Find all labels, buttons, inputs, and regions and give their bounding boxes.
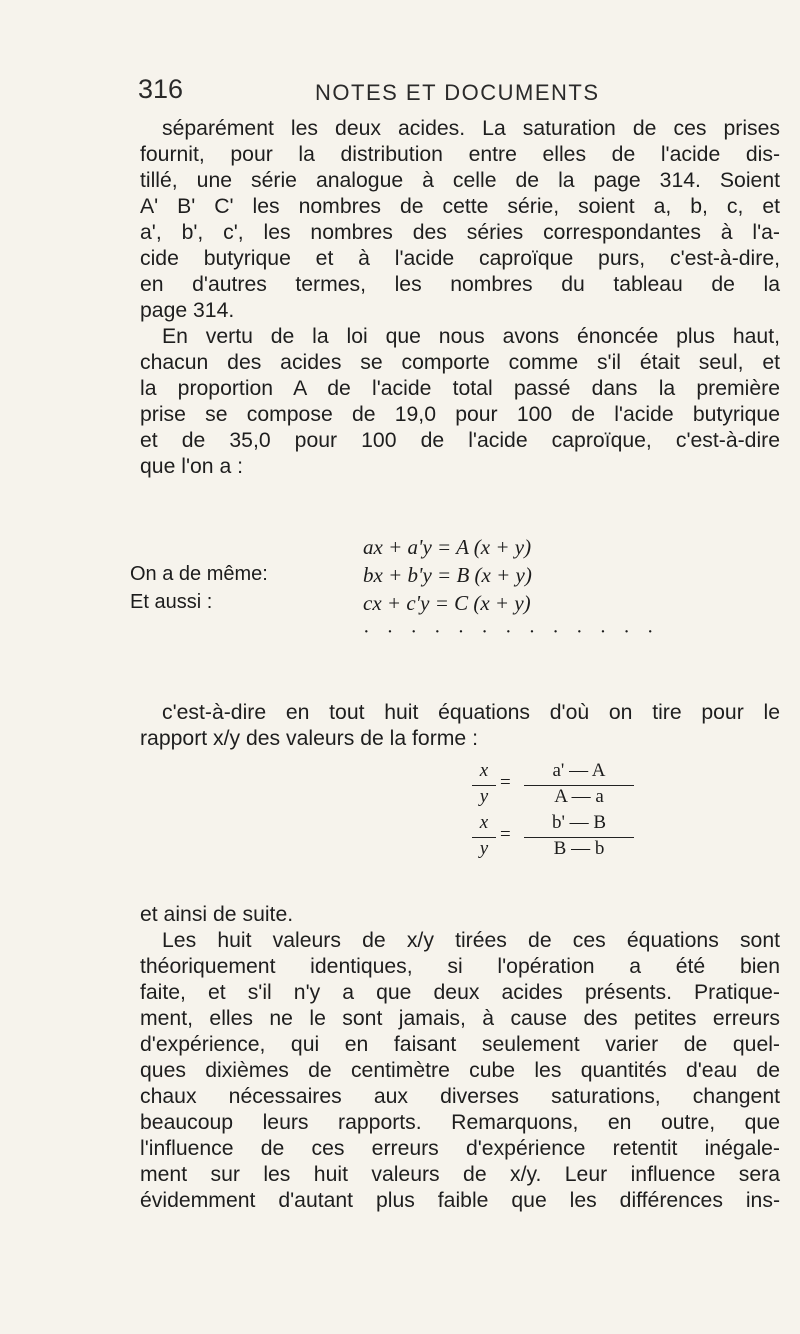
equals-sign: = [500, 772, 511, 793]
equation-label: Et aussi : [130, 591, 213, 613]
paragraph-5 [140, 928, 780, 1214]
fraction-numerator: x [479, 760, 489, 781]
text-line: cide butyrique et à l'acide caproïque purs, c'est-à-dire, [140, 247, 780, 270]
text-line: ques dixièmes de centimètre cube les quantités d'eau de [140, 1059, 780, 1082]
text-line: théoriquement identiques, si l'opération a été bien [140, 955, 780, 978]
paragraph-4 [140, 902, 780, 928]
paragraph-3 [140, 700, 780, 752]
equation-formula: cx + c'y = C (x + y) [363, 591, 531, 615]
equals-sign: = [500, 824, 511, 845]
text-line: l'influence de ces erreurs d'expérience retentit inégale- [140, 1137, 780, 1160]
fraction-denominator: B — b [553, 838, 605, 859]
equation-formula: ax + a'y = A (x + y) [363, 535, 532, 559]
fraction-numerator: a' — A [552, 760, 606, 781]
equation-row [130, 563, 790, 589]
text-line: d'expérience, qui en faisant seulement varier de quel- [140, 1033, 780, 1056]
text-line: En vertu de la loi que nous avons énoncée plus haut, [162, 325, 780, 348]
text-line: faite, et s'il n'y a que deux acides présents. Pratique- [140, 981, 780, 1004]
text-line: A' B' C' les nombres de cette série, soient a, b, c, et [140, 195, 780, 218]
equation-row [130, 535, 790, 561]
text-line: ment, elles ne le sont jamais, à cause des petites erreurs [140, 1007, 780, 1030]
text-line: prise se compose de 19,0 pour 100 de l'acide butyrique [140, 403, 780, 426]
fraction-denominator: y [479, 838, 489, 859]
ellipsis-dots: · · · · · · · · · · · · · [363, 621, 660, 643]
fraction-numerator: b' — B [551, 812, 607, 833]
text-line: tillé, une série analogue à celle de la page 314. Soient [140, 169, 780, 192]
fraction-numerator: x [479, 812, 489, 833]
text-line: c'est-à-dire en tout huit équations d'où on tire pour le [162, 701, 780, 724]
text-line: et de 35,0 pour 100 de l'acide caproïque, c'est-à-dire [140, 429, 780, 452]
paragraph-2 [140, 324, 780, 480]
text-line: page 314. [140, 299, 235, 322]
text-line: séparément les deux acides. La saturation de ces prises [162, 117, 780, 140]
text-line: rapport x/y des valeurs de la forme : [140, 727, 478, 750]
fraction-denominator: A — a [554, 786, 604, 807]
fraction-equation [472, 812, 672, 864]
running-head: NOTES ET DOCUMENTS [315, 80, 600, 105]
text-line: la proportion A de l'acide total passé dans la première [140, 377, 780, 400]
equation-label: On a de même: [130, 563, 268, 585]
equation-row [130, 591, 790, 617]
equation-system [130, 535, 790, 645]
text-line: fournit, pour la distribution entre elles de l'acide dis- [140, 143, 780, 166]
fraction-equation [472, 760, 672, 812]
text-line: a', b', c', les nombres des séries correspondantes à l'a- [140, 221, 780, 244]
text-line: chaux nécessaires aux diverses saturations, changent [140, 1085, 780, 1108]
text-line: en d'autres termes, les nombres du tableau de la [140, 273, 780, 296]
page-header [138, 74, 770, 114]
text-line: Les huit valeurs de x/y tirées de ces équations sont [162, 929, 780, 952]
paragraph-1 [140, 116, 780, 324]
text-line: évidemment d'autant plus faible que les différences ins- [140, 1189, 780, 1212]
text-line: beaucoup leurs rapports. Remarquons, en outre, que [140, 1111, 780, 1134]
text-line: chacun des acides se comporte comme s'il était seul, et [140, 351, 780, 374]
text-line: que l'on a : [140, 455, 243, 478]
fraction-denominator: y [479, 786, 489, 807]
text-line: et ainsi de suite. [140, 903, 294, 926]
text-line: ment sur les huit valeurs de x/y. Leur influence sera [140, 1163, 780, 1186]
fraction-formulas [472, 760, 672, 890]
equation-formula: bx + b'y = B (x + y) [363, 563, 532, 587]
page-number: 316 [138, 74, 184, 104]
